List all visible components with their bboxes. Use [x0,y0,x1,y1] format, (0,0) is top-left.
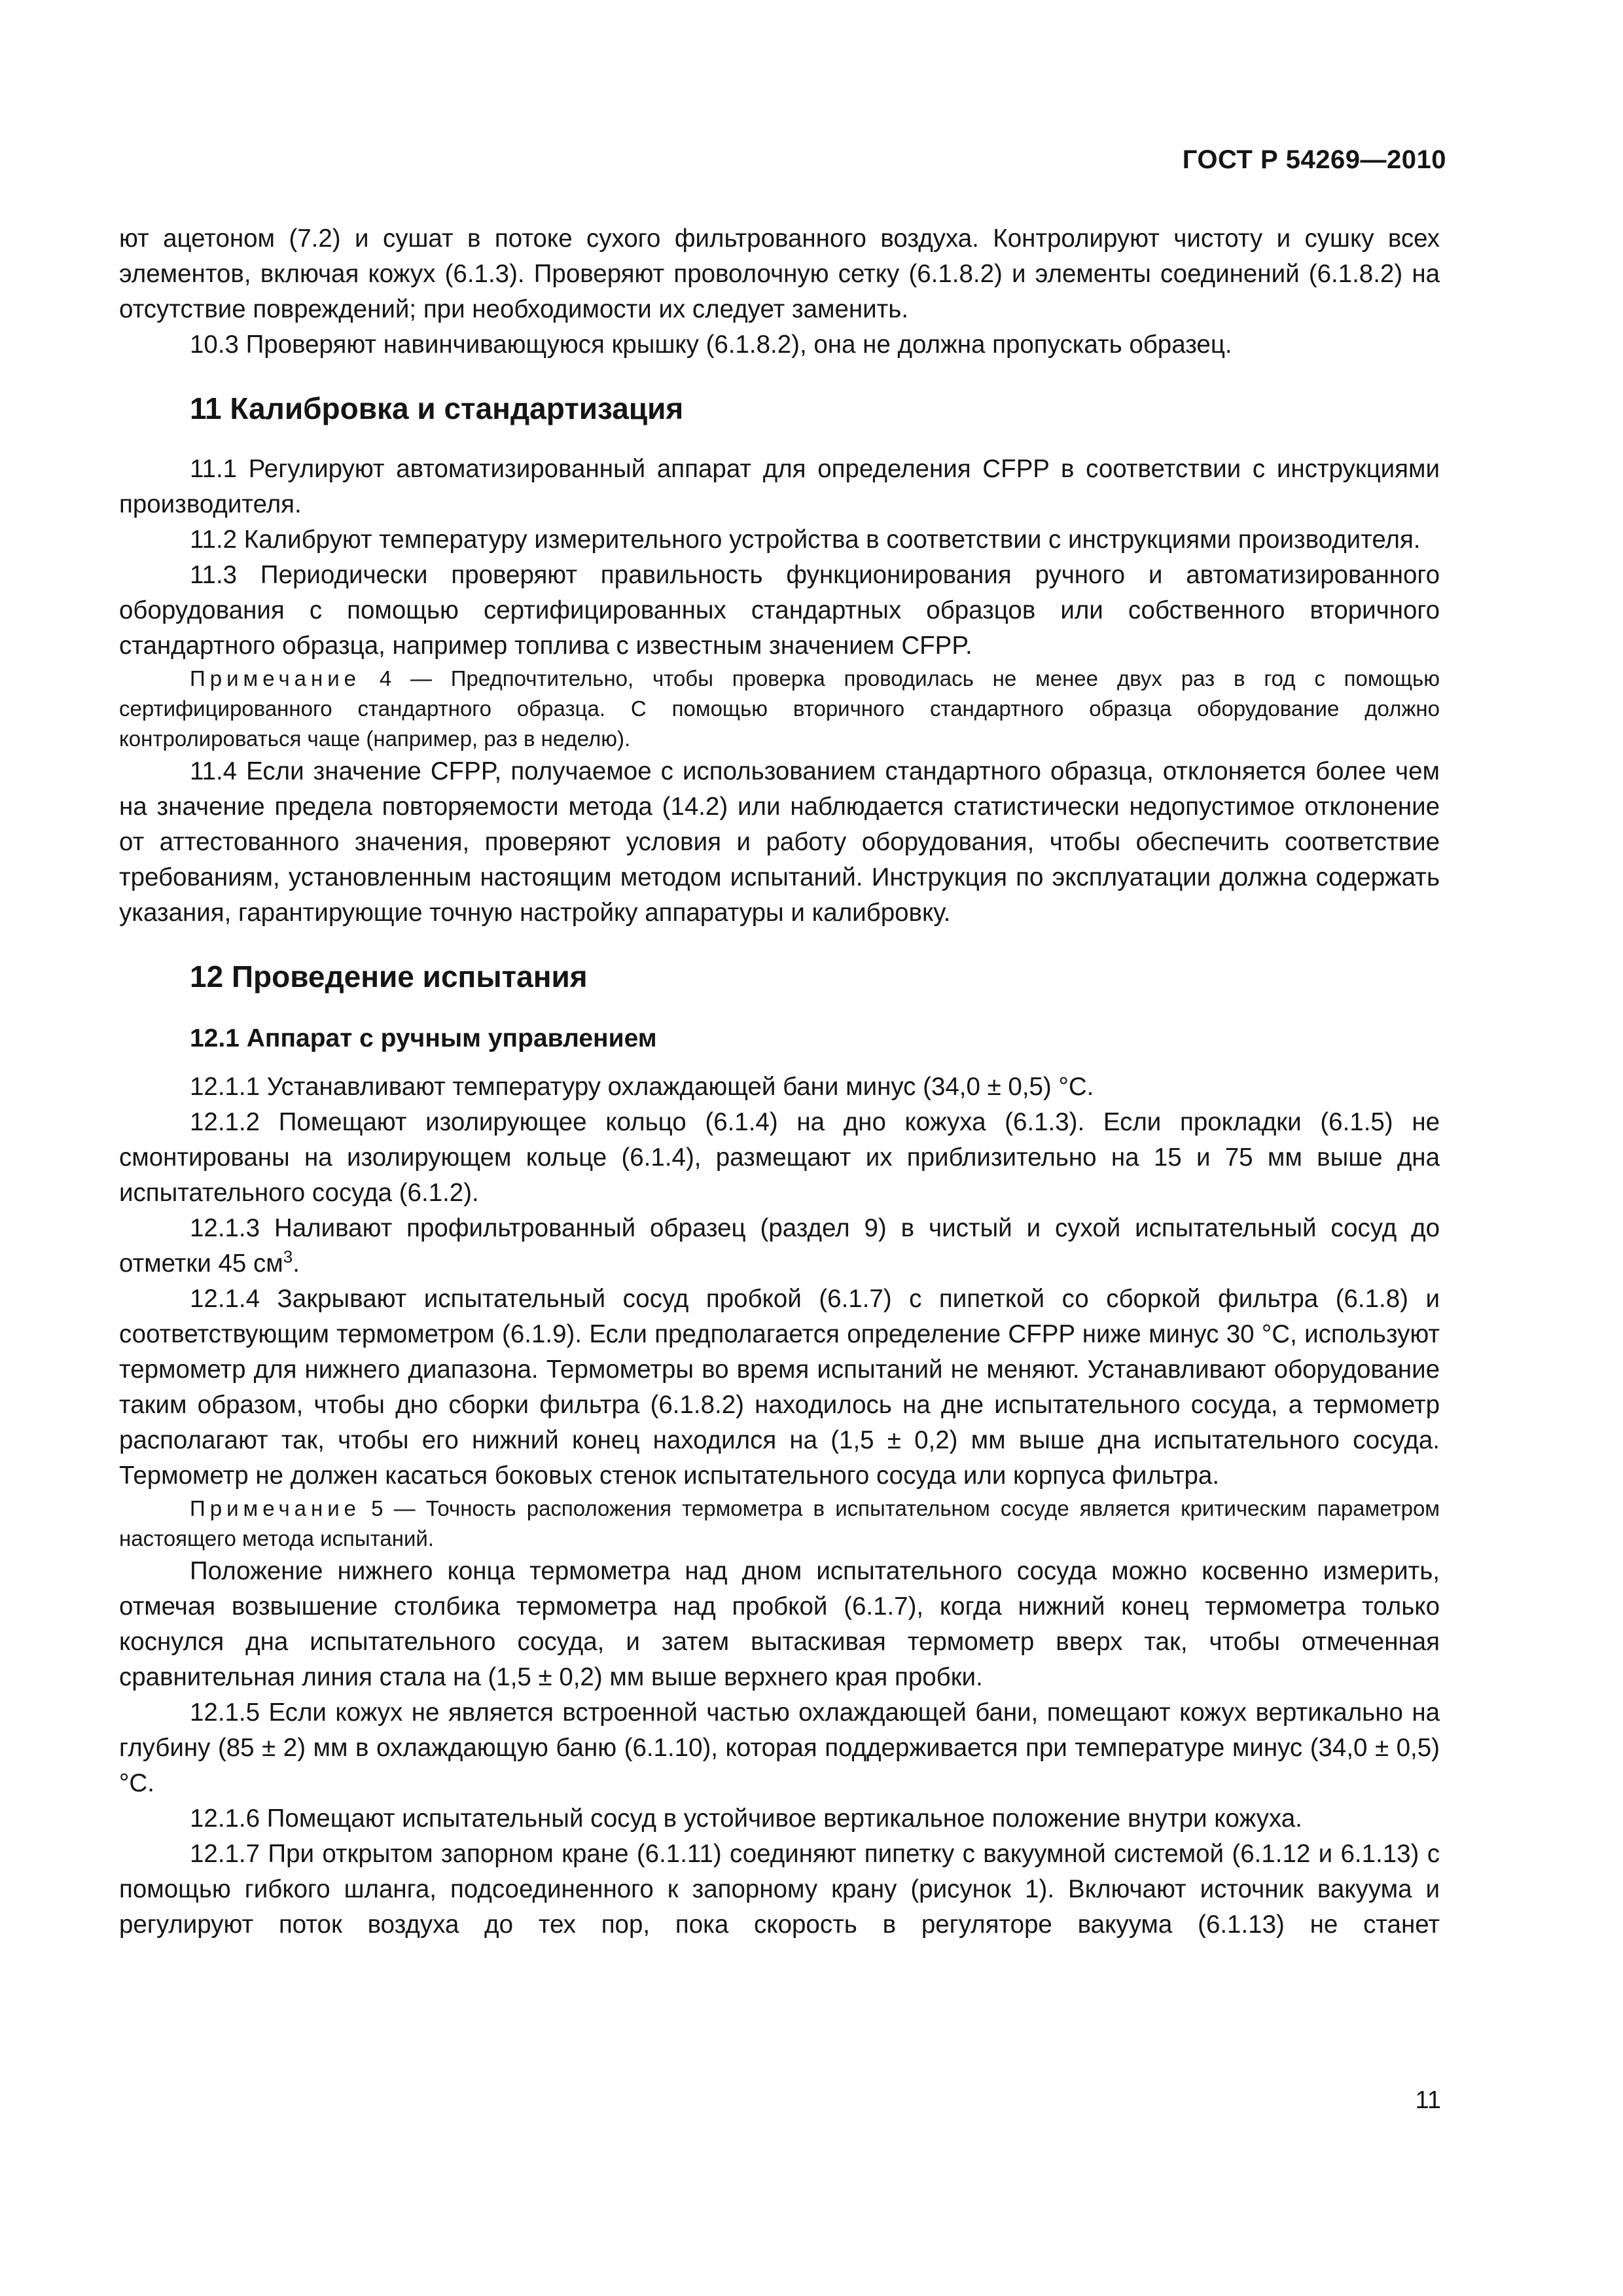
paragraph: 12.1.2 Помещают изолирующее кольцо (6.1.4) на дно кожуха (6.1.3). Если прокладки (6.1.5) не смонтированы на изолирующем кольце (6.1.4), размещают их приблизительно на 15 и 75 мм выше дна испытательного сосуда (6.1.2). [119,1108,1440,1207]
document-body [119,221,1440,1943]
paragraph: Положение нижнего конца термометра над дном испытательного сосуда можно косвенно измерить, отмечая возвышение столбика термометра над пробкой (6.1.7), когда нижний конец термометра только коснулся дна испытательного сосуда, и затем вытаскивая термометр вверх так, чтобы отмеченная сравнительная линия стала на (1,5 ± 0,2) мм выше верхнего края пробки. [119,1557,1440,1691]
note-paragraph [119,1494,1440,1554]
page-number: 11 [1415,2087,1441,2114]
subsection-heading: 12.1 Аппарат с ручным управлением [190,1024,657,1052]
paragraph: 10.3 Проверяют навинчивающуюся крышку (6.1.8.2), она не должна пропускать образец. [190,331,1232,359]
paragraph: 12.1.1 Устанавливают температуру охлаждающей бани минус (34,0 ± 0,5) °С. [190,1073,1094,1101]
section-heading: 12 Проведение испытания [190,960,588,994]
paragraph: 12.1.3 Наливают профильтрованный образец (раздел 9) в чистый и сухой испытательный сосуд до отметки 45 $см^3$. [119,1214,1440,1278]
paragraph: 12.1.4 Закрывают испытательный сосуд пробкой (6.1.7) с пипеткой со сборкой фильтра (6.1.8) и соответствующим термометром (6.1.9). Если предполагается определение CFPP ниже минус 30 °С, используют термометр для нижнего диапазона. Термометры во время испытаний не меняют. Устанавливают оборудование таким образом, чтобы дно сборки фильтра (6.1.8.2) находилось на дне испытательного сосуда, а термометр располагают так, чтобы его нижний конец находился на (1,5 ± 0,2) мм выше дна испытательного сосуда. Термометр не должен касаться боковых стенок испытательного сосуда или корпуса фильтра. [119,1285,1440,1490]
paragraph: 12.1.5 Если кожух не является встроенной частью охлаждающей бани, помещают кожух вертикально на глубину (85 ± 2) мм в охлаждающую баню (6.1.10), которая поддерживается при температуре минус (34,0 ± 0,5) °С. [119,1698,1440,1797]
note-label: Примечание [190,666,361,691]
superscript: 3 [283,1247,293,1267]
paragraph: 11.3 Периодически проверяют правильность функционирования ручного и автоматизированного оборудования с помощью сертифицированных стандартных образцов или собственного вторичного стандартного образца, например топлива с известным значением CFPP. [119,561,1440,660]
document-id-header: ГОСТ Р 54269—2010 [1182,145,1446,174]
note-label: Примечание [190,1496,361,1520]
note-text: 5 — Точность расположения термометра в испытательном сосуде является критическим параметром настоящего метода испытаний. [119,1496,1440,1551]
note-text: 4 — Предпочтительно, чтобы проверка проводилась не менее двух раз в год с помощью сертифицированного стандартного образца. С помощью вторичного стандартного образца оборудование должно контролироваться чаще (например, раз в неделю). [119,666,1440,751]
paragraph: 11.1 Регулируют автоматизированный аппарат для определения CFPP в соответствии с инструкциями производителя. [119,455,1440,518]
paragraph: 11.2 Калибруют температуру измерительного устройства в соответствии с инструкциями производителя. [190,526,1421,554]
note-paragraph [119,664,1440,754]
paragraph: 12.1.6 Помещают испытательный сосуд в устойчивое вертикальное положение внутри кожуха. [190,1804,1302,1833]
paragraph: 12.1.7 При открытом запорном кране (6.1.11) соединяют пипетку с вакуумной системой (6.1.12 и 6.1.13) с помощью гибкого шланга, подсоединенного к запорному крану (рисунок 1). Включают источник вакуума и регулируют поток воздуха до тех пор, пока скорость в регуляторе вакуума (6.1.13) не станет [119,1840,1440,1939]
paragraph: 11.4 Если значение CFPP, получаемое с использованием стандартного образца, отклоняется более чем на значение предела повторяемости метода (14.2) или наблюдается статистически недопустимое отклонение от аттестованного значения, проверяют условия и работу оборудования, чтобы обеспечить соответствие требованиям, установленным настоящим методом испытаний. Инструкция по эксплуатации должна содержать указания, гарантирующие точную настройку аппаратуры и калибровку. [119,757,1440,927]
section-heading: 11 Калибровка и стандартизация [190,391,684,425]
paragraph: ют ацетоном (7.2) и сушат в потоке сухого фильтрованного воздуха. Контролируют чистоту и сушку всех элементов, включая кожух (6.1.3). Проверяют проволочную сетку (6.1.8.2) и элементы соединений (6.1.8.2) на отсутствие повреждений; при необходимости их следует заменить. [119,224,1440,323]
